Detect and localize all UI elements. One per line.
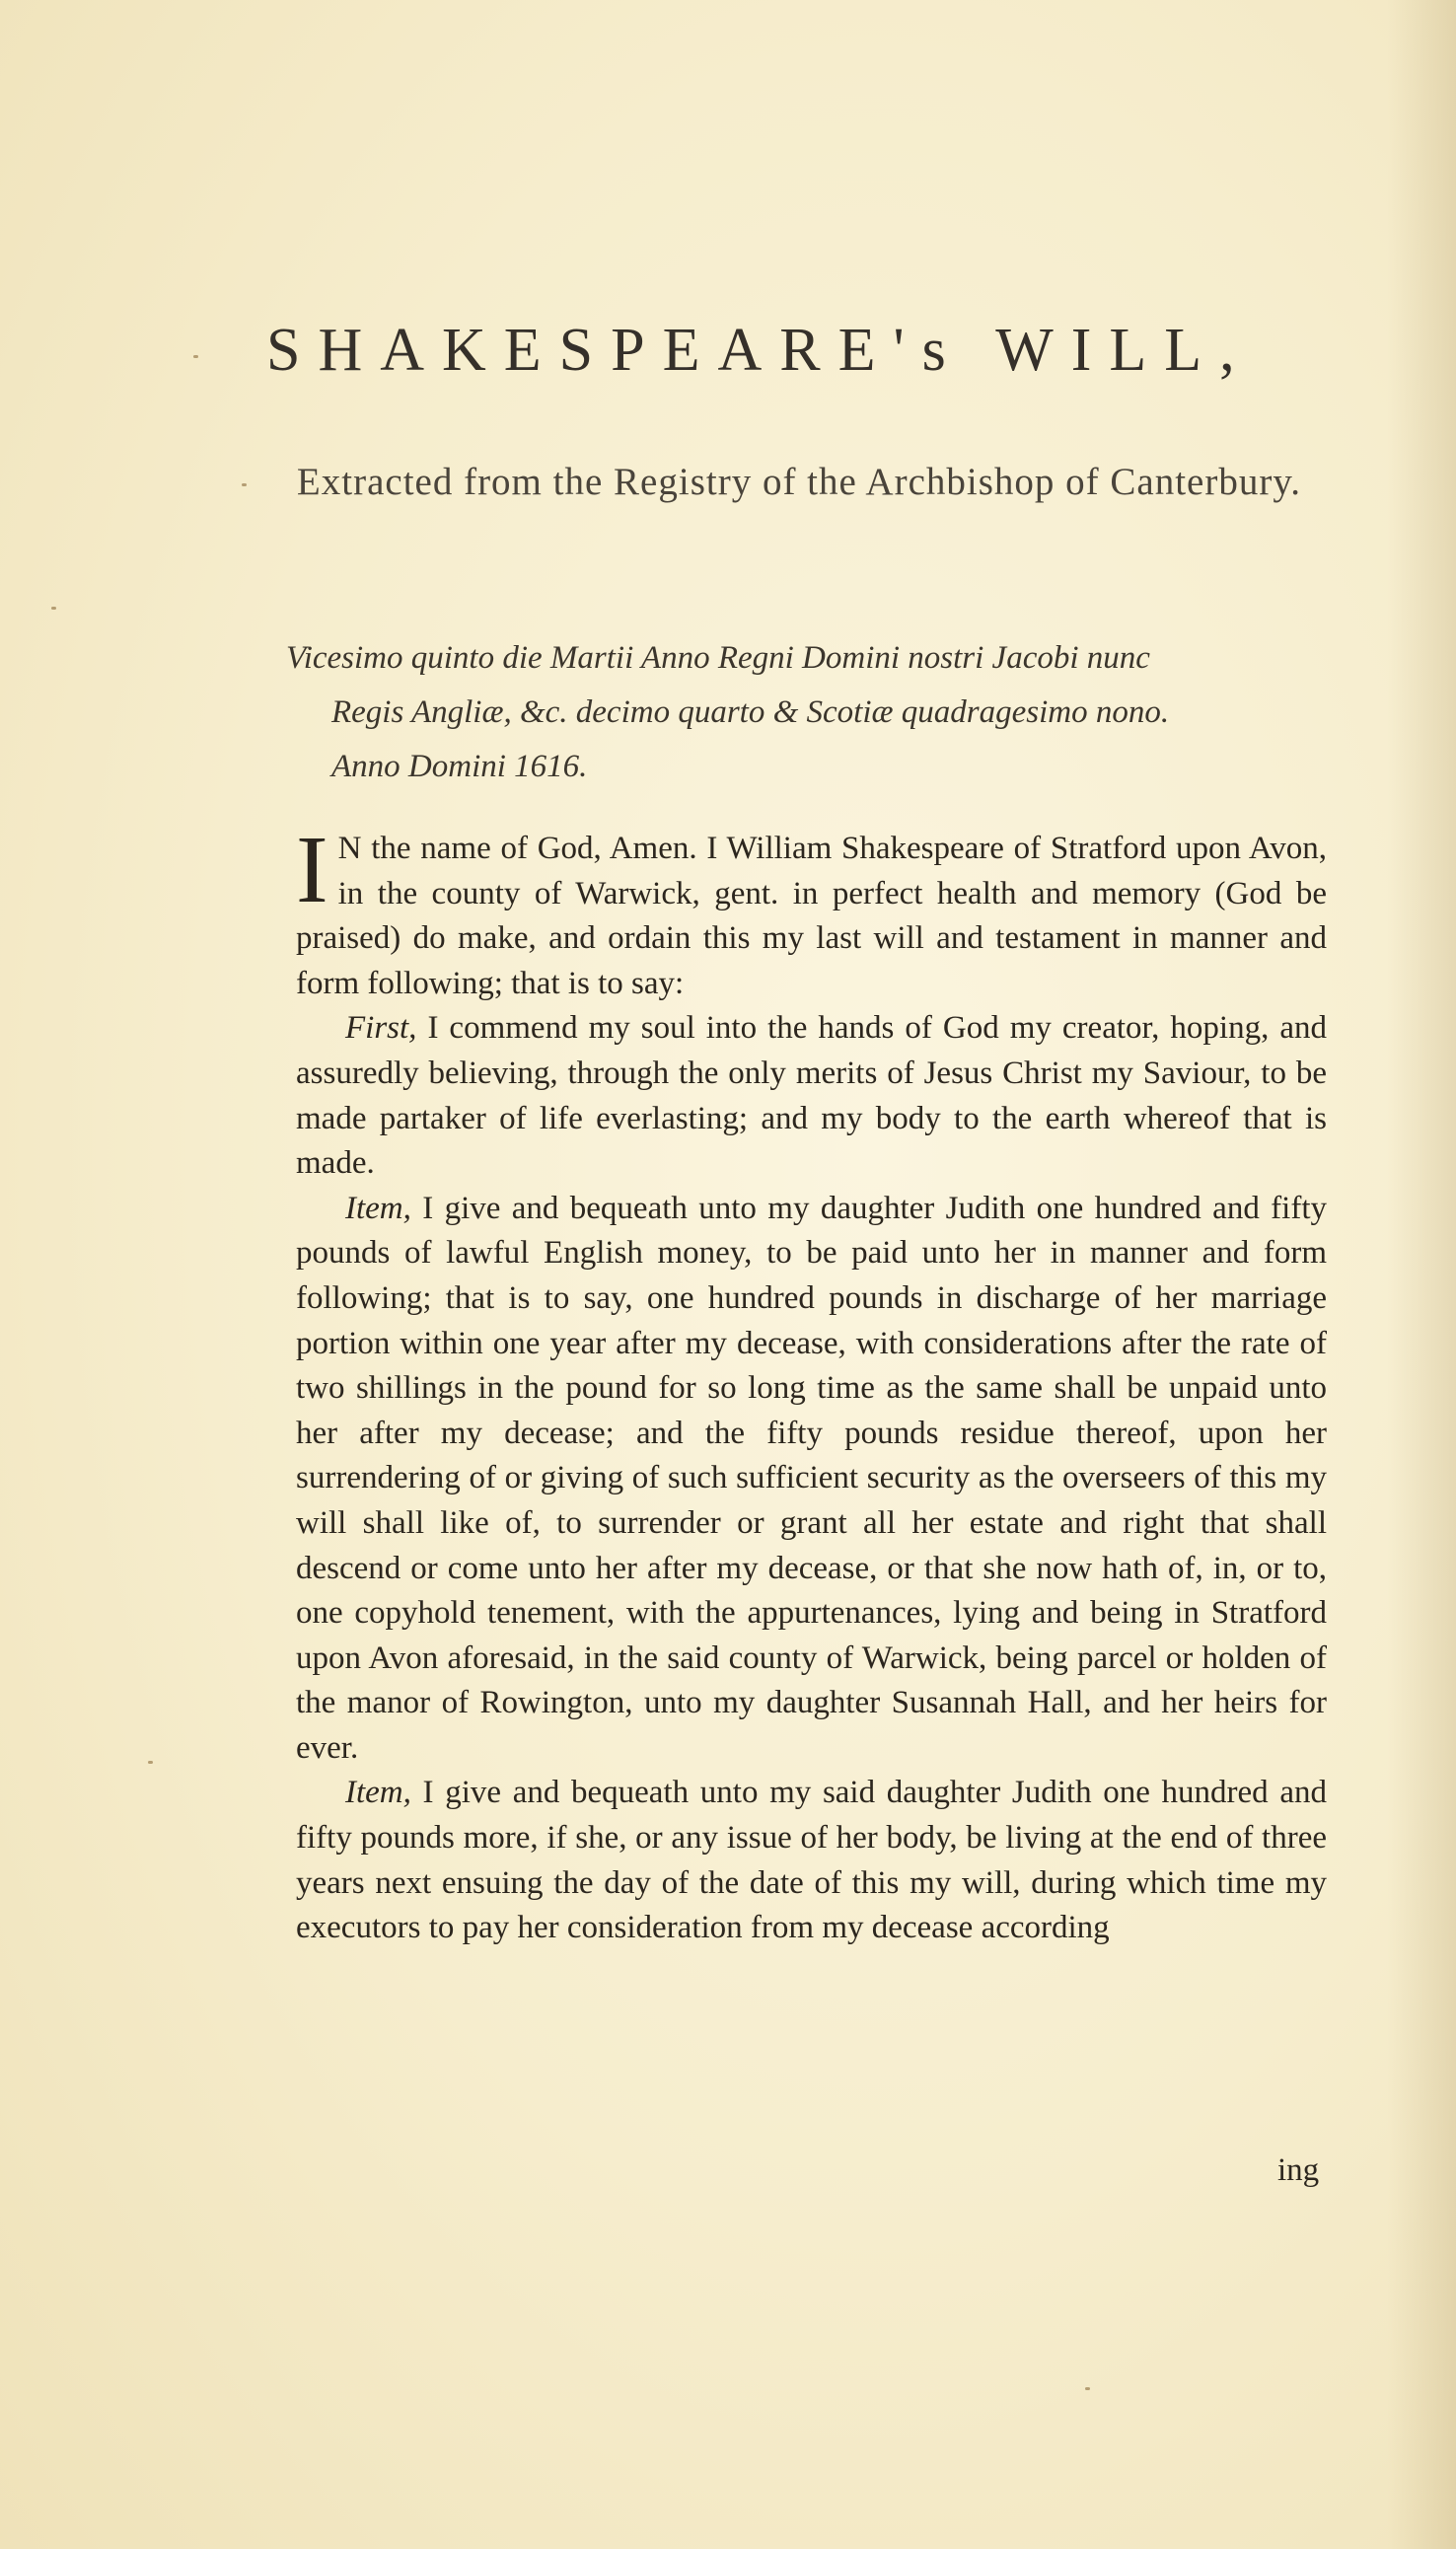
page-title: SHAKESPEARE's WILL, <box>266 317 1253 384</box>
paragraph-item-2-text: I give and bequeath unto my said daughter Judith one hundred and fifty pounds more, if she, or any issue of her body, be living at the end of three years next ensuing the day of the date of this my will, during which time my executors to pay her consideration from my decease according <box>296 1775 1327 1946</box>
paper-speck <box>1085 2387 1090 2390</box>
paragraph-lead-word: Item, <box>345 1775 411 1811</box>
dateline-line-3: Anno Domini 1616. <box>331 749 588 784</box>
dateline-line-2: Regis Angliæ, &c. decimo quarto & Scotiæ quadragesimo nono. <box>331 694 1170 730</box>
page-subtitle: Extracted from the Registry of the Archbishop of Canterbury. <box>296 461 1302 503</box>
latin-dateline <box>286 631 1361 794</box>
paragraph-item-1 <box>296 1187 1327 1772</box>
paragraph-first <box>296 1006 1327 1186</box>
paragraph-lead-word: First, <box>345 1010 417 1047</box>
page-edge-shadow <box>1387 0 1456 2549</box>
paper-speck <box>148 1761 153 1764</box>
paragraph-opening-text: N the name of God, Amen. I William Shakespeare of Stratford upon Avon, in the county of Warwick, gent. in perfect health and memory (God be praised) do make, and ordain this my last will and testament in manner and form following; that is to say: <box>296 831 1327 1001</box>
paragraph-item-2 <box>296 1771 1327 1950</box>
drop-cap: I <box>296 817 328 923</box>
paragraph-first-text: I commend my soul into the hands of God my creator, hoping, and assuredly believing, through the only merits of Jesus Christ my Saviour, to be made partaker of life everlasting; and my body to the earth whereof that is made. <box>296 1010 1327 1182</box>
paragraph-opening <box>296 817 1327 1006</box>
catchword: ing <box>1277 2152 1320 2188</box>
dateline-line-1: Vicesimo quinto die Martii Anno Regni Domini nostri Jacobi nunc <box>286 640 1150 676</box>
paper-speck <box>51 607 56 610</box>
will-body-text <box>296 817 1327 1951</box>
paper-speck <box>193 355 198 358</box>
paragraph-item-1-text: I give and bequeath unto my daughter Judith one hundred and fifty pounds of lawful English money, to be paid unto her in manner and form following; that is to say, one hundred pounds in discharge of her marriage portion within one year after my decease, with considerations after the rate of two shillings in the pound for so long time as the same shall be unpaid unto her after my decease; and the fifty pounds residue thereof, upon her surrendering of or giving of such sufficient security as the overseers of this my will shall like of, to surrender or grant all her estate and right that shall descend or come unto her after my decease, or that she now hath of, in, or to, one copyhold tenement, with the appurtenances, lying and being in Stratford upon Avon aforesaid, in the said county of Warwick, being parcel or holden of the manor of Rowington, unto my daughter Susannah Hall, and her heirs for ever. <box>296 1190 1327 1766</box>
paper-speck <box>242 483 247 486</box>
paragraph-lead-word: Item, <box>345 1190 411 1226</box>
